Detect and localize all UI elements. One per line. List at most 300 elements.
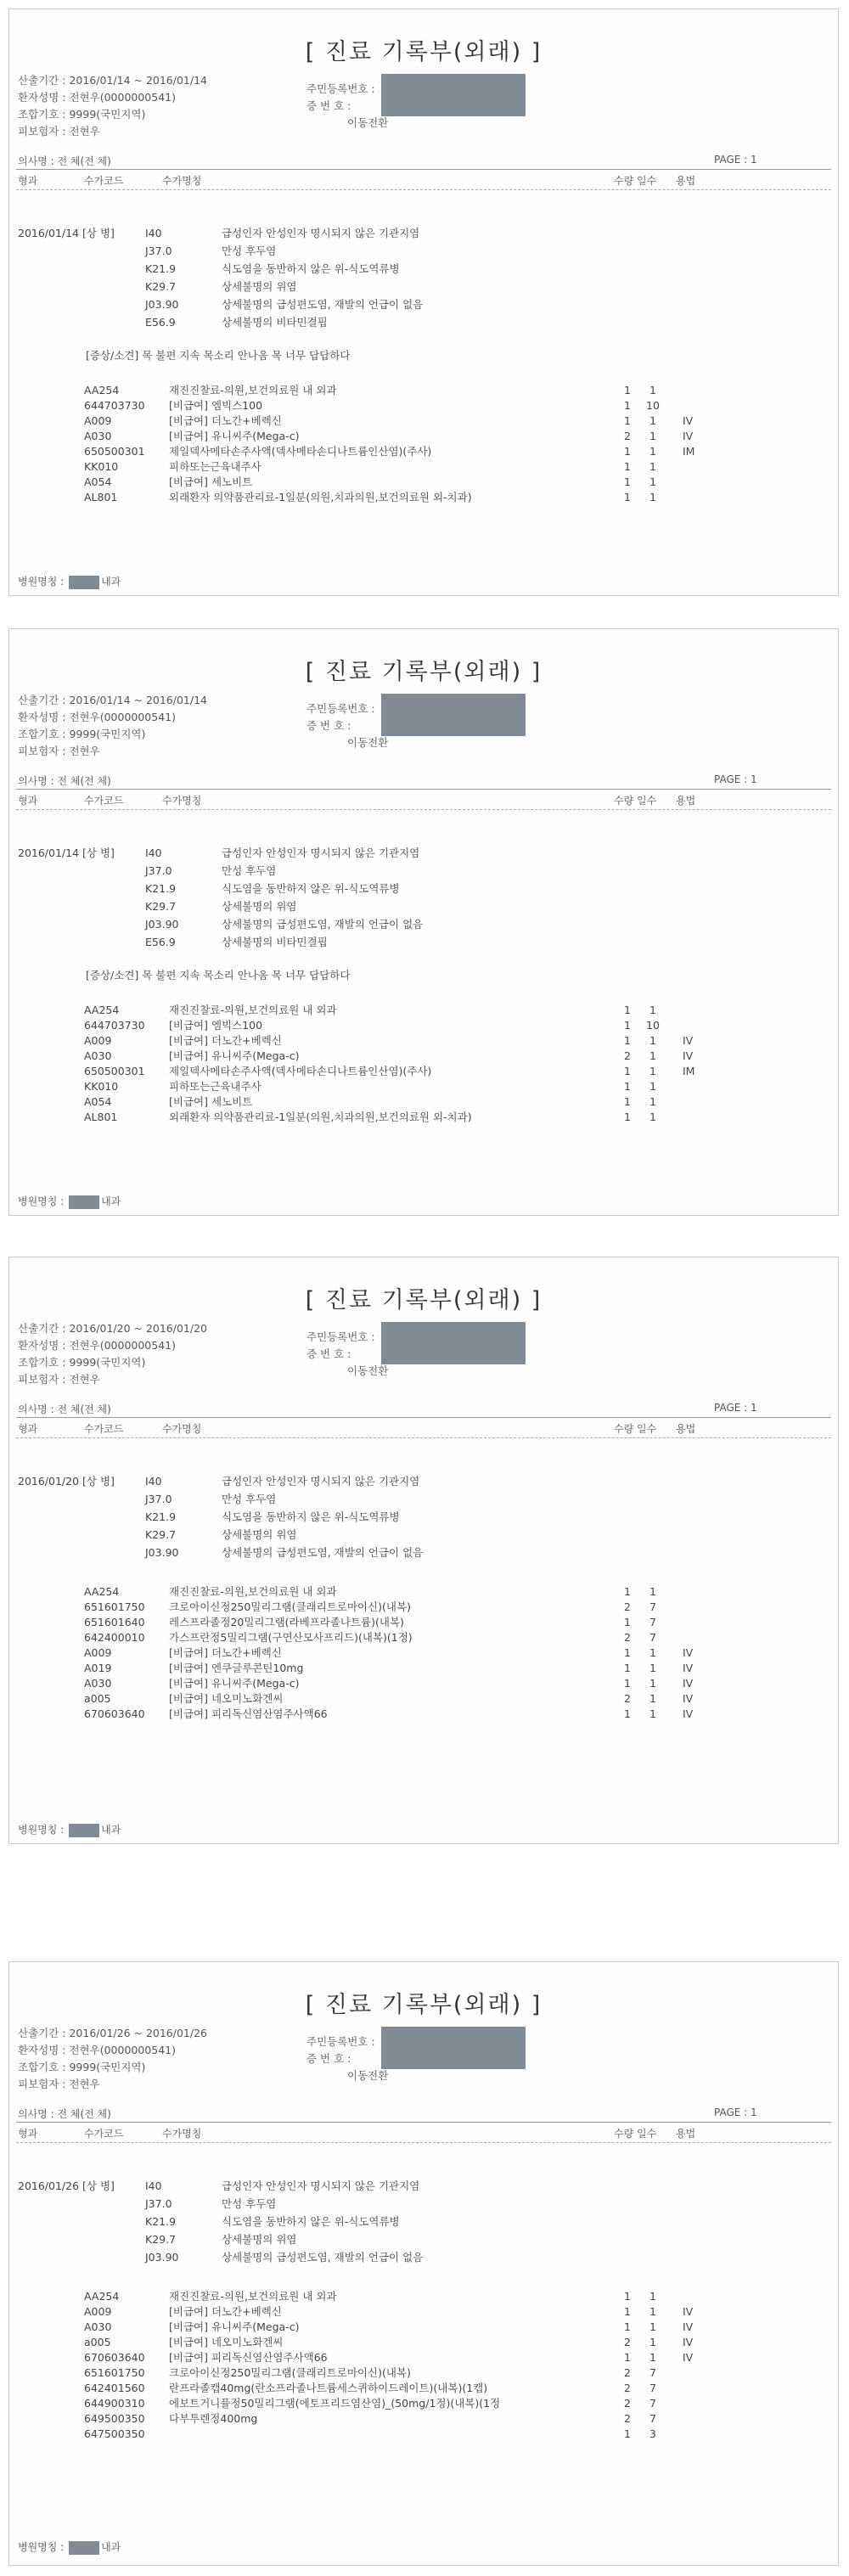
col-code: 수가코드: [84, 175, 124, 187]
item-code: 644703730: [84, 1019, 145, 1032]
item-usage: IV: [683, 414, 694, 427]
item-qty: 1: [624, 445, 631, 458]
item-code: AL801: [84, 1111, 118, 1123]
insured-value: 전현우: [69, 1373, 100, 1386]
period-value: 2016/01/20 ~ 2016/01/20: [69, 1322, 207, 1335]
text-label: 조합기호: [18, 728, 59, 740]
text-label: 수가명칭: [162, 795, 202, 807]
item-code: 644900310: [84, 2397, 145, 2410]
page-number: PAGE : 1: [714, 2106, 757, 2118]
item-usage: IV: [683, 1692, 694, 1705]
text-label: [상 병]: [82, 846, 115, 859]
diagnosis-code: J03.90: [145, 918, 179, 931]
text-label: 병원명칭 :: [18, 1824, 65, 1836]
insurance-value: 9999(국민지역): [69, 728, 146, 740]
item-usage: IV: [683, 1677, 694, 1690]
divider: [16, 1437, 831, 1438]
text-label: 수가명칭: [162, 1423, 202, 1435]
diagnosis-code: E56.9: [145, 936, 176, 948]
item-name: 재진진찰료-의원,보건의료원 내 외과: [169, 1585, 337, 1598]
table-row: [84, 2411, 831, 2427]
diagnosis-name: 식도염을 동반하지 않은 위-식도역류병: [222, 882, 400, 895]
item-days: 1: [649, 2305, 656, 2318]
table-row: [84, 1691, 831, 1707]
text-label: 산출기간: [18, 694, 59, 706]
diagnosis-code: K29.7: [145, 900, 177, 913]
footer: [18, 1822, 121, 1837]
redacted-block: [381, 694, 526, 736]
redacted-block: [381, 74, 526, 116]
item-days: 1: [649, 414, 656, 427]
diagnosis-code: K29.7: [145, 2233, 177, 2246]
text-label: 환자성명: [18, 2044, 59, 2056]
redacted-block: [69, 2541, 99, 2555]
item-qty: 1: [624, 2351, 631, 2364]
item-days: 7: [649, 2412, 656, 2425]
item-name: 다부투렌정400mg: [169, 2412, 258, 2425]
table-row: [84, 475, 831, 490]
text-label: 형과: [18, 1423, 38, 1435]
order-items: [84, 383, 831, 505]
table-row: [84, 2350, 831, 2365]
item-code: AA254: [84, 384, 120, 397]
insured-value: 전현우: [69, 2078, 100, 2090]
item-name: [비급여] 더노간+베렉신: [169, 2305, 282, 2318]
header-right: 주민등록번호 : 증 번 호 : 이동전환: [306, 702, 389, 749]
text-label: 형과: [18, 795, 38, 807]
diagnosis-code: I40: [145, 846, 162, 859]
text-label: 내과: [101, 576, 121, 588]
item-days: 10: [646, 1019, 660, 1032]
order-items: [84, 2289, 831, 2442]
text-label: 피보험자: [18, 745, 59, 757]
item-days: 1: [649, 2351, 656, 2364]
diagnosis-code: I40: [145, 1475, 162, 1488]
table-row: [84, 1676, 831, 1691]
relation-value: 이동전환: [347, 116, 389, 129]
item-usage: IM: [683, 445, 695, 458]
period-value: 2016/01/26 ~ 2016/01/26: [69, 2027, 207, 2039]
item-code: 647500350: [84, 2427, 145, 2440]
dept-prefix: [상 병]: [82, 227, 115, 239]
item-code: 670603640: [84, 2351, 145, 2364]
text-label: [상 병]: [82, 2179, 115, 2192]
table-row: [84, 2335, 831, 2350]
item-days: 7: [649, 2397, 656, 2410]
diagnosis-name: 상세불명의 급성편도염, 재발의 언급이 없음: [222, 918, 424, 931]
item-qty: 1: [624, 1646, 631, 1659]
item-code: A009: [84, 1646, 112, 1659]
item-qty: 1: [624, 2290, 631, 2303]
item-days: 1: [649, 1080, 656, 1093]
item-days: 1: [649, 2336, 656, 2348]
label-insured: 피보험자: [18, 125, 59, 138]
item-days: 1: [649, 1677, 656, 1690]
item-name: 크로아이신정250밀리그램(클래리트로마이신)(내복): [169, 1600, 411, 1613]
diagnosis-name: 상세불명의 비타민결핍: [222, 316, 328, 329]
item-usage: IV: [683, 2305, 694, 2318]
item-code: 651601750: [84, 1600, 145, 1613]
table-row: [84, 459, 831, 475]
item-qty: 1: [624, 384, 631, 397]
diagnosis-name: 상세불명의 위염: [222, 2233, 297, 2246]
table-row: [84, 2396, 831, 2411]
table-row: [84, 1049, 831, 1064]
label-reg-no: 주민등록번호: [306, 82, 368, 95]
item-name: [비급여] 유니씨주(Mega-c): [169, 1677, 300, 1690]
item-usage: IV: [683, 2351, 694, 2364]
item-days: 1: [649, 2320, 656, 2333]
item-days: 1: [649, 1049, 656, 1062]
text-label: 조합기호: [18, 1356, 59, 1369]
diagnosis-name: 상세불명의 급성편도염, 재발의 언급이 없음: [222, 2251, 424, 2264]
item-qty: 1: [624, 1004, 631, 1016]
item-qty: 2: [624, 2397, 631, 2410]
item-code: a005: [84, 1692, 111, 1705]
item-name: 란프라졸캡40mg(란소프라졸나트륨세스퀴하이드레이트)(내복)(1캡): [169, 2382, 488, 2394]
item-qty: 1: [624, 1662, 631, 1674]
header-right: 주민등록번호 : 증 번 호 : 이동전환: [306, 1330, 389, 1377]
visit-date-cell: [18, 1472, 115, 1490]
label-insurance: 조합기호: [18, 108, 59, 121]
item-name: [비급여] 네오미노화겐씨: [169, 2336, 284, 2348]
item-qty: 1: [624, 1616, 631, 1628]
table-row: [84, 2289, 831, 2304]
item-usage: IV: [683, 2336, 694, 2348]
insurance-value: 9999(국민지역): [69, 2061, 146, 2073]
page-title: [ 진료 기록부(외래) ]: [305, 659, 543, 685]
text-label: 수가코드: [84, 1423, 124, 1435]
item-name: 재진진찰료-의원,보건의료원 내 외과: [169, 384, 337, 397]
col-dept: 형과: [18, 175, 38, 187]
item-name: 레스프라졸정20밀리그램(라베프라졸나트륨)(내복): [169, 1616, 404, 1628]
item-qty: 2: [624, 2412, 631, 2425]
item-qty: 1: [624, 1585, 631, 1598]
text-label: 피보험자: [18, 1373, 59, 1386]
header-left: 산출기간 : 2016/01/14 ~ 2016/01/14 환자성명 : 전현우(0000000541) 조합기호 : 9999(국민지역) 피보험자 : 전현우: [18, 694, 207, 757]
item-days: 7: [649, 2366, 656, 2379]
item-qty: 1: [624, 1707, 631, 1720]
text-label: 산출기간: [18, 2027, 59, 2039]
footer: [18, 574, 121, 589]
insured-value: 전현우: [69, 745, 100, 757]
insurance-value: 9999(국민지역): [69, 1356, 146, 1369]
item-code: AA254: [84, 2290, 120, 2303]
table-row: [84, 2381, 831, 2396]
item-usage: IV: [683, 1662, 694, 1674]
item-code: KK010: [84, 460, 119, 473]
item-days: 1: [649, 475, 656, 488]
item-days: 7: [649, 1600, 656, 1613]
divider: [16, 789, 831, 790]
item-days: 1: [649, 460, 656, 473]
diagnosis-code: J37.0: [145, 864, 172, 877]
diagnosis-code: K21.9: [145, 882, 177, 895]
item-qty: 1: [624, 1080, 631, 1093]
record-page: [8, 1257, 839, 1844]
order-items: [84, 1584, 831, 1722]
item-usage: IV: [683, 1707, 694, 1720]
col-name: 수가명칭: [162, 175, 202, 187]
redacted-block: [69, 1824, 99, 1837]
item-code: 670603640: [84, 1707, 145, 1720]
diagnosis-code: J03.90: [145, 1546, 179, 1559]
diagnosis-code: K21.9: [145, 2215, 177, 2228]
visit-date-cell: [18, 224, 115, 242]
text-label: 2016/01/26: [18, 2179, 80, 2192]
item-days: 1: [649, 1662, 656, 1674]
text-label: 병원명칭 :: [18, 576, 65, 588]
item-days: 7: [649, 1616, 656, 1628]
item-usage: IV: [683, 2320, 694, 2333]
table-row: [84, 1707, 831, 1722]
table-row: [84, 444, 831, 459]
col-usage: 용법: [676, 175, 696, 187]
table-row: [84, 1064, 831, 1079]
item-code: 642400010: [84, 1631, 145, 1644]
diagnosis-name: 상세불명의 비타민결핍: [222, 936, 328, 948]
table-row: [84, 1033, 831, 1049]
page-number: PAGE : 1: [714, 773, 757, 785]
text-label: 증 번 호: [306, 719, 345, 732]
text-label: 병원명칭 :: [18, 2541, 65, 2553]
item-code: 651601750: [84, 2366, 145, 2379]
item-days: 1: [649, 430, 656, 442]
item-code: 644703730: [84, 399, 145, 412]
item-qty: 2: [624, 2366, 631, 2379]
text-label: 수가코드: [84, 2128, 124, 2140]
page-title: [ 진료 기록부(외래) ]: [305, 1992, 543, 2018]
text-label: 수량 일수: [614, 1423, 657, 1435]
record-page: [8, 8, 839, 596]
table-row: [84, 1630, 831, 1645]
item-qty: 2: [624, 1600, 631, 1613]
text-label: 이동전환: [347, 2069, 389, 2082]
table-row: [84, 2304, 831, 2320]
table-row: [84, 1110, 831, 1125]
patient-value: 전현우(0000000541): [69, 91, 176, 104]
diagnosis-name: 만성 후두염: [222, 1493, 277, 1505]
item-code: A009: [84, 414, 112, 427]
item-days: 1: [649, 1034, 656, 1047]
visit-date-cell: [18, 844, 115, 862]
table-row: [84, 383, 831, 398]
table-row: [84, 2365, 831, 2381]
item-qty: 1: [624, 491, 631, 503]
page-number: PAGE : 1: [714, 154, 757, 166]
divider: [16, 189, 831, 190]
text-label: 주민등록번호: [306, 1330, 368, 1343]
text-label: 증 번 호: [306, 2052, 345, 2065]
table-row: [84, 1584, 831, 1600]
table-row: [84, 1645, 831, 1661]
diagnosis-name: 상세불명의 위염: [222, 1528, 297, 1541]
item-qty: 1: [624, 399, 631, 412]
text-label: 형과: [18, 2128, 38, 2140]
col-qty: 수량 일수: [614, 175, 657, 187]
item-name: [비급여] 더노간+베렉신: [169, 1034, 282, 1047]
text-label: 이동전환: [347, 736, 389, 749]
item-days: 1: [649, 384, 656, 397]
redacted-block: [381, 1322, 526, 1364]
item-code: A019: [84, 1662, 112, 1674]
item-name: [비급여] 네오미노화겐씨: [169, 1692, 284, 1705]
diagnosis-name: 상세불명의 급성편도염, 재발의 언급이 없음: [222, 298, 424, 311]
diagnosis-name: 상세불명의 급성편도염, 재발의 언급이 없음: [222, 1546, 424, 1559]
item-qty: 2: [624, 430, 631, 442]
item-days: 1: [649, 445, 656, 458]
footer: [18, 1194, 121, 1209]
item-qty: 2: [624, 1049, 631, 1062]
header-left: 산출기간 : 2016/01/20 ~ 2016/01/20 환자성명 : 전현우(0000000541) 조합기호 : 9999(국민지역) 피보험자 : 전현우: [18, 1322, 207, 1386]
text-label: 내과: [101, 1824, 121, 1836]
item-code: 649500350: [84, 2412, 145, 2425]
text-label: 수량 일수: [614, 795, 657, 807]
item-name: [비급여] 더노간+베렉신: [169, 414, 282, 427]
text-label: 환자성명: [18, 711, 59, 723]
insurance-value: 9999(국민지역): [69, 108, 146, 121]
diagnosis-name: 만성 후두염: [222, 2197, 277, 2210]
item-days: 1: [649, 1065, 656, 1077]
item-code: AA254: [84, 1004, 120, 1016]
text-label: 조합기호: [18, 2061, 59, 2073]
item-code: A054: [84, 1095, 112, 1108]
page-title: [ 진료 기록부(외래) ]: [305, 1287, 543, 1313]
page-title: [ 진료 기록부(외래) ]: [305, 39, 543, 65]
diagnosis-name: 상세불명의 위염: [222, 280, 297, 293]
item-days: 10: [646, 399, 660, 412]
item-code: 651601640: [84, 1616, 145, 1628]
symptom-note: [증상/소견] 목 불편 지속 목소리 안나옴 목 너무 답답하다: [86, 969, 351, 981]
item-qty: 1: [624, 1019, 631, 1032]
item-name: [비급여] 세노비트: [169, 475, 253, 488]
item-qty: 1: [624, 475, 631, 488]
item-qty: 1: [624, 2320, 631, 2333]
item-name: [비급여] 세노비트: [169, 1095, 253, 1108]
item-code: 642401560: [84, 2382, 145, 2394]
item-qty: 1: [624, 1065, 631, 1077]
item-name: [비급여] 피리독신염산염주사액66: [169, 1707, 328, 1720]
item-days: 1: [649, 491, 656, 503]
item-name: 크로아이신정250밀리그램(클래리트로마이신)(내복): [169, 2366, 411, 2379]
text-label: 수가명칭: [162, 2128, 202, 2140]
diagnosis-code: I40: [145, 227, 162, 239]
item-qty: 1: [624, 2427, 631, 2440]
diagnosis-code: K29.7: [145, 280, 177, 293]
item-name: [비급여] 피리독신염산염주사액66: [169, 2351, 328, 2364]
item-name: 에보트거니퓰정50밀리그램(에토프리드염산염)_(50mg/1정)(내복)(1정: [169, 2397, 501, 2410]
diagnosis-name: 급성인자 안성인자 명시되지 않은 기관지염: [222, 227, 420, 239]
item-days: 1: [649, 1692, 656, 1705]
table-row: [84, 398, 831, 413]
item-code: a005: [84, 2336, 111, 2348]
item-usage: IV: [683, 1034, 694, 1047]
item-name: [비급여] 유니씨주(Mega-c): [169, 1049, 300, 1062]
item-code: A030: [84, 1049, 112, 1062]
item-code: A030: [84, 2320, 112, 2333]
patient-value: 전현우(0000000541): [69, 1339, 176, 1352]
diagnosis-name: 만성 후두염: [222, 245, 277, 257]
divider: [16, 169, 831, 170]
item-qty: 1: [624, 2305, 631, 2318]
visit-date: 2016/01/14: [18, 227, 80, 239]
divider: [16, 2122, 831, 2123]
item-qty: 2: [624, 1692, 631, 1705]
table-row: [84, 1615, 831, 1630]
footer: [18, 2539, 121, 2555]
divider: [16, 2142, 831, 2143]
item-code: 650500301: [84, 1065, 145, 1077]
item-qty: 1: [624, 414, 631, 427]
table-row: [84, 1661, 831, 1676]
patient-value: 전현우(0000000541): [69, 2044, 176, 2056]
diagnosis-name: 급성인자 안성인자 명시되지 않은 기관지염: [222, 2179, 420, 2192]
item-qty: 1: [624, 1034, 631, 1047]
diagnosis-code: J37.0: [145, 1493, 172, 1505]
header-left: 산출기간 : 2016/01/14 ~ 2016/01/14 환자성명 : 전현우(0000000541) 조합기호 : 9999(국민지역) 피보험자 : 전현우: [18, 74, 207, 138]
diagnosis-name: 식도염을 동반하지 않은 위-식도역류병: [222, 1510, 400, 1523]
diagnosis-code: I40: [145, 2179, 162, 2192]
table-row: [84, 413, 831, 429]
header-left: 산출기간 : 2016/01/26 ~ 2016/01/26 환자성명 : 전현우(0000000541) 조합기호 : 9999(국민지역) 피보험자 : 전현우: [18, 2027, 207, 2090]
item-name: 제일덱사메타손주사액(덱사메타손디나트륨인산염)(주사): [169, 1065, 432, 1077]
text-label: 2016/01/20: [18, 1475, 80, 1488]
item-name: 피하또는근육내주사: [169, 1080, 261, 1093]
diagnosis-name: 만성 후두염: [222, 864, 277, 877]
text-label: 이동전환: [347, 1364, 389, 1377]
item-name: 재진진찰료-의원,보건의료원 내 외과: [169, 1004, 337, 1016]
divider: [16, 809, 831, 810]
item-name: [비급여] 유니씨주(Mega-c): [169, 430, 300, 442]
label-cert-no: 증 번 호: [306, 99, 345, 112]
doctor-label: 의사명 : 전 체(전 체): [18, 155, 111, 167]
item-days: 1: [649, 1646, 656, 1659]
visit-date-cell: [18, 2177, 115, 2195]
item-qty: 1: [624, 460, 631, 473]
text-label: 용법: [676, 795, 696, 807]
item-qty: 2: [624, 2336, 631, 2348]
text-label: 용법: [676, 1423, 696, 1435]
item-name: [비급여] 엔쿠글루콘틴10mg: [169, 1662, 304, 1674]
item-qty: 1: [624, 1095, 631, 1108]
order-items: [84, 1003, 831, 1125]
diagnosis-code: K21.9: [145, 1510, 177, 1523]
diagnosis-code: J03.90: [145, 298, 179, 311]
diagnosis-code: J37.0: [145, 2197, 172, 2210]
item-code: A030: [84, 1677, 112, 1690]
redacted-block: [69, 1195, 99, 1209]
diagnosis-code: K21.9: [145, 262, 177, 275]
item-days: 1: [649, 1004, 656, 1016]
table-row: [84, 1600, 831, 1615]
item-code: A054: [84, 475, 112, 488]
header-right: 주민등록번호 : 증 번 호 : 이동전환: [306, 82, 389, 129]
item-days: 7: [649, 2382, 656, 2394]
item-name: [비급여] 엠빅스100: [169, 399, 263, 412]
text-label: 2016/01/14: [18, 846, 80, 859]
item-days: 1: [649, 2290, 656, 2303]
item-name: [비급여] 유니씨주(Mega-c): [169, 2320, 300, 2333]
record-page: [8, 628, 839, 1216]
redacted-block: [69, 576, 99, 589]
text-label: 주민등록번호: [306, 702, 368, 715]
text-label: 수량 일수: [614, 2128, 657, 2140]
record-page: [8, 1961, 839, 2566]
item-name: [비급여] 엠빅스100: [169, 1019, 263, 1032]
item-code: A030: [84, 430, 112, 442]
item-code: 650500301: [84, 445, 145, 458]
table-row: [84, 1018, 831, 1033]
